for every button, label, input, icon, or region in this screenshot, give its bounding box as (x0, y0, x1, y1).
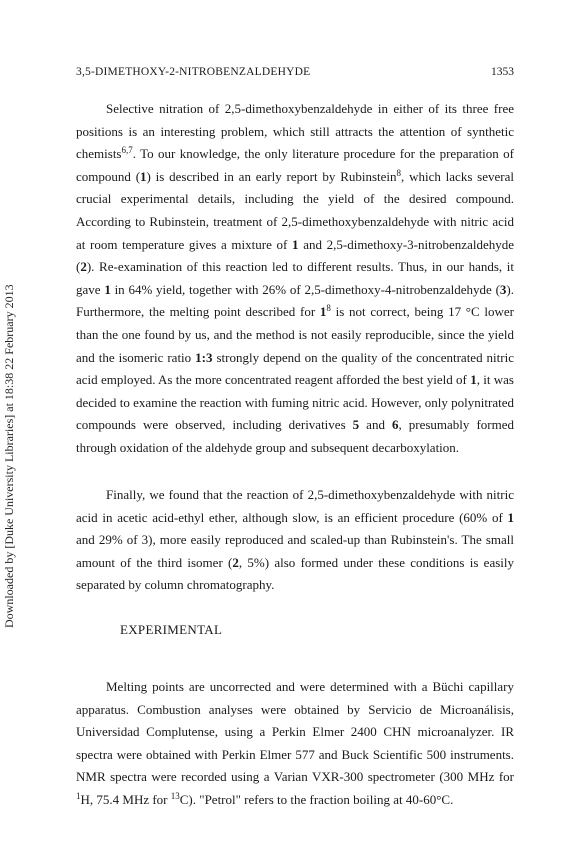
paragraph-2-text: Finally, we found that the reaction of 2,5-dimethoxybenzaldehyde with nitric acid in acetic acid-ethyl ether, although slow, is an efficient procedure (60% of 1 and 29% of 3), more easily reproduced and scaled-up than Rubinstein's. The small amount of the third isomer (2, 5%) also formed under these conditions is easily separated by column chromatography. (76, 487, 515, 593)
section-heading-experimental: EXPERIMENTAL (120, 622, 223, 637)
compound-ref: 2 (80, 259, 87, 275)
compound-ref: 1 (507, 509, 514, 525)
paragraph-1-text: Selective nitration of 2,5-dimethoxybenzaldehyde in either of its three free positions is an interesting problem, which still attracts the attention of synthetic chemists$^{6,7}$. To our knowledge, the only literature procedure for the preparation of compound (1) is described in an early report by Rubinstein$^8$, which lacks several crucial experimental details, including the yield of the desired compound. According to Rubinstein, treatment of 2,5-dimethoxybenzaldehyde with nitric acid at room temperature gives a mixture of 1 and 2,5-dimethoxy-3-nitrobenzaldehyde (2). Re-examination of this reaction led to different results. Thus, in our hands, it gave 1 in 64% yield, together with 26% of 2,5-dimethoxy-4-nitrobenzaldehyde (3). Furthermore, the melting point described for $1^8$ is not correct, being 17 °C lower than the one found by us, and the method is not easily reproducible, since the yield and the isomeric ratio 1:3 strongly depend on the quality of the concentrated nitric acid employed. As the more concentrated reagent afforded the best yield of 1, it was decided to examine the reaction with fuming nitric acid. However, only polynitrated compounds were observed, including derivatives 5 and 6, presumably formed through oxidation of the aldehyde group and subsequent decarboxylation. (76, 101, 515, 455)
compound-ref: 1 (104, 281, 111, 297)
compound-ref: 6 (391, 417, 399, 433)
compound-ref: 1 (470, 372, 477, 388)
paragraph-intro (76, 98, 514, 460)
compound-ref: 2 (232, 554, 239, 570)
download-watermark: Downloaded by [Duke University Libraries] at 18:38 22 February 2013 (2, 284, 16, 628)
compound-ref: 1 (319, 304, 327, 320)
compound-ratio: 1:3 (195, 349, 213, 365)
paragraph-experimental (76, 676, 514, 812)
page-header (76, 66, 514, 84)
compound-ref: 1 (140, 168, 147, 184)
running-head: 3,5-DIMETHOXY-2-NITROBENZALDEHYDE (76, 66, 311, 78)
paragraph-finally (76, 484, 514, 597)
citation[interactable]: 6,7 (121, 145, 133, 156)
paragraph-3-text: Melting points are uncorrected and were determined with a Büchi capillary apparatus. Combustion analyses were obtained by Servicio de Microanálisis, Universidad Complutense, using a Perkin Elmer 2400 CHN microanalyzer. IR spectra were obtained with Perkin Elmer 577 and Buck Scientific 500 instruments. NMR spectra were recorded using a Varian VXR-300 spectrometer (300 MHz for $^1$H, 75.4 MHz for $^{13}$C). "Petrol" refers to the fraction boiling at 40-60°C. (76, 679, 514, 807)
compound-ref: 5 (352, 417, 360, 433)
citation[interactable]: 8 (396, 167, 402, 178)
citation[interactable]: 8 (326, 303, 331, 314)
compound-ref: 3 (499, 281, 507, 297)
compound-ref: 1 (292, 236, 299, 252)
page-number: 1353 (491, 66, 514, 78)
